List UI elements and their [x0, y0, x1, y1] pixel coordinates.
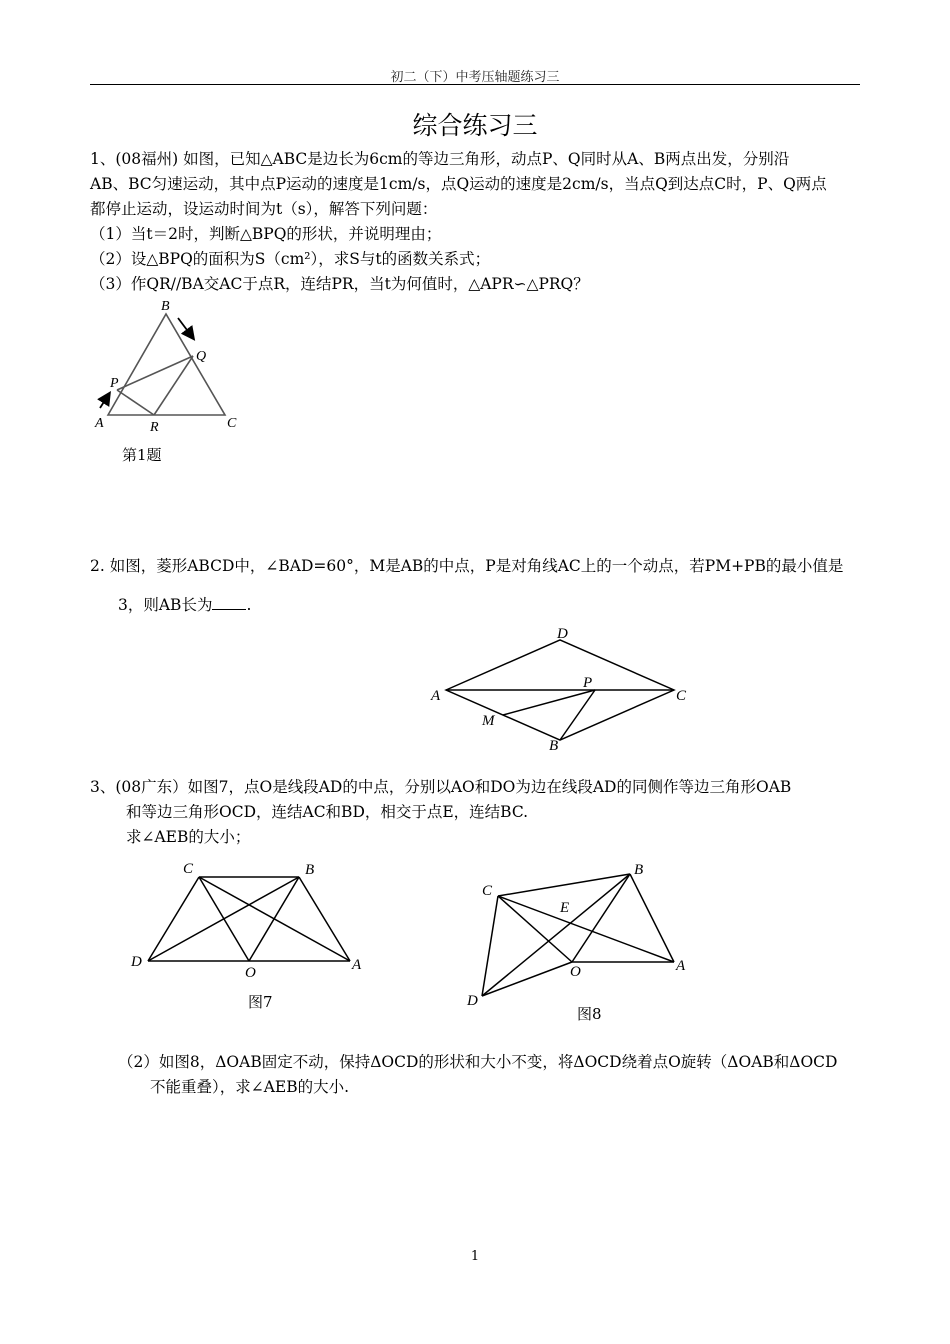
q2-figure: [420, 620, 700, 755]
q2-line-2-text: 3，则AB长为: [118, 596, 213, 614]
figure-8: [462, 855, 702, 1015]
q1-figure-caption: 第1题: [122, 446, 162, 464]
q3-line-3: 求∠AEB的大小；: [126, 828, 251, 846]
q1-line-3: 都停止运动，设运动时间为t（s），解答下列问题：: [90, 200, 438, 218]
fig8-label-e: E: [560, 900, 570, 916]
q3-part2-line-2: 不能重叠），求∠AEB的大小.: [150, 1078, 350, 1096]
fig8-label-c: C: [482, 883, 493, 899]
q2-label-c: C: [676, 688, 687, 704]
q1-sub-1: （1）当t＝2时，判断△BPQ的形状，并说明理由；: [90, 225, 442, 243]
q1-label-b: B: [161, 299, 170, 314]
fig7-label-a: A: [352, 957, 362, 973]
q1-label-r: R: [150, 420, 159, 435]
q2-line-2-end: .: [246, 596, 252, 614]
q1-label-p: P: [110, 376, 119, 391]
q2-line-2: [118, 593, 251, 618]
header-rule: [90, 84, 860, 85]
q1-line-2: AB、BC匀速运动，其中点P运动的速度是1cm/s，点Q运动的速度是2cm/s，当点Q到达点C时，P、Q两点: [90, 175, 827, 193]
fig8-label-o: O: [570, 964, 581, 980]
q1-sub-3: （3）作QR//BA交AC于点R，连结PR，当t为何值时，△APR∽△PRQ？: [90, 275, 589, 293]
answer-blank: [212, 595, 246, 610]
q2-label-p: P: [583, 675, 593, 691]
fig8-label-b: B: [634, 862, 644, 878]
fig7-label-d: D: [131, 954, 142, 970]
q1-label-a: A: [95, 416, 104, 431]
fig7-label-o: O: [245, 965, 256, 981]
q2-label-a: A: [431, 688, 441, 704]
fig7-label-b: B: [305, 862, 315, 878]
q3-line-2: 和等边三角形OCD，连结AC和BD，相交于点E，连结BC.: [126, 803, 529, 821]
fig8-label-d: D: [467, 993, 478, 1009]
q2-label-b: B: [549, 738, 559, 754]
q3-line-1: 3、(08广东）如图7，点O是线段AD的中点，分别以AO和DO为边在线段AD的同侧作等边三角形OAB: [90, 778, 792, 796]
figure-7-caption: 图7: [248, 993, 273, 1011]
figure-8-caption: 图8: [577, 1005, 602, 1023]
fig7-label-c: C: [183, 861, 194, 877]
q1-label-c: C: [227, 416, 237, 431]
q1-sub-2: （2）设△BPQ的面积为S（cm²），求S与t的函数关系式；: [90, 250, 491, 268]
q1-figure: [90, 296, 250, 436]
q1-line-1: 1、(08福州) 如图，已知△ABC是边长为6cm的等边三角形，动点P、Q同时从A、B两点出发，分别沿: [90, 150, 790, 168]
q2-line-1: 2. 如图，菱形ABCD中，∠BAD=60°，M是AB的中点，P是对角线AC上的一个动点，若PM+PB的最小值是: [90, 557, 844, 575]
page-number: 1: [470, 1249, 480, 1264]
page-header: 初二（下）中考压轴题练习三: [390, 70, 560, 85]
fig8-label-a: A: [676, 958, 686, 974]
q2-label-d: D: [557, 626, 568, 642]
q1-label-q: Q: [196, 349, 207, 364]
q3-part2-line-1: （2）如图8，ΔOAB固定不动，保持ΔOCD的形状和大小不变，将ΔOCD绕着点O旋转（ΔOAB和ΔOCD: [118, 1053, 838, 1071]
figure-7: [128, 855, 373, 985]
q2-label-m: M: [482, 713, 495, 729]
page-title: 综合练习三: [412, 111, 538, 140]
